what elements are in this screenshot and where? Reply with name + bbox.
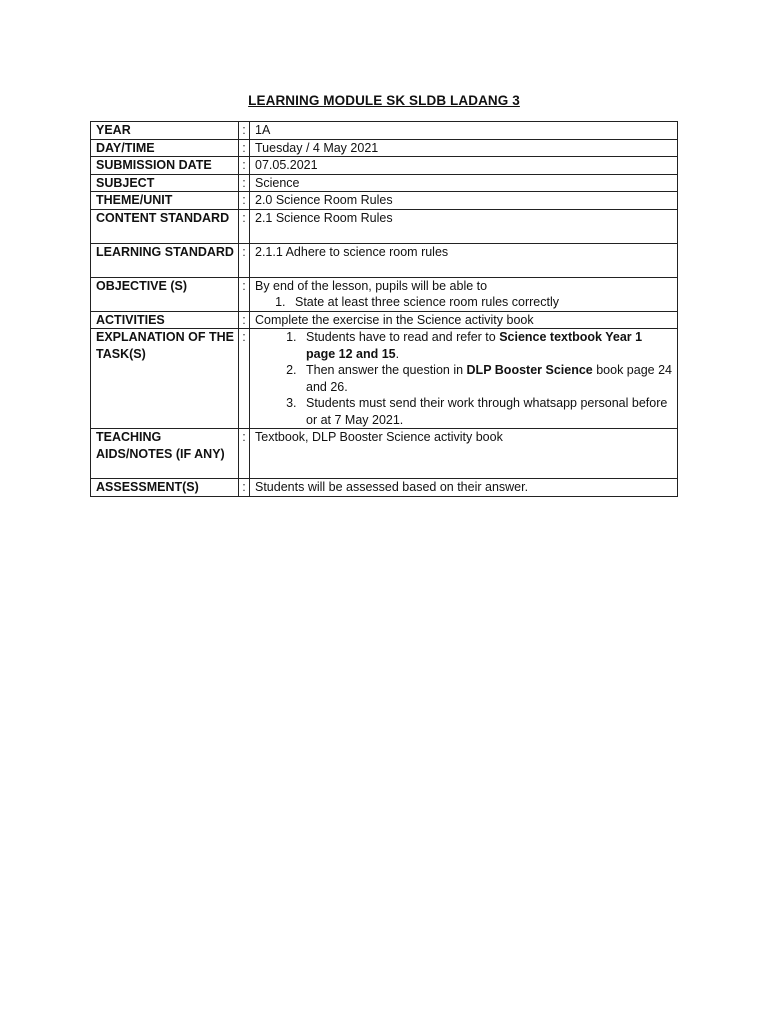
- colon-separator: :: [239, 139, 250, 157]
- table-row-subject: [91, 174, 678, 192]
- colon-separator: :: [239, 479, 250, 497]
- colon-separator: :: [239, 243, 250, 277]
- table-row-activities: [91, 311, 678, 329]
- subject-label: SUBJECT: [91, 174, 239, 192]
- table-row-day-time: [91, 139, 678, 157]
- objective-list: [255, 294, 673, 311]
- colon-separator: :: [239, 174, 250, 192]
- table-row-content-standard: [91, 209, 678, 243]
- teaching-aids-value: Textbook, DLP Booster Science activity book: [250, 429, 678, 479]
- activities-label: ACTIVITIES: [91, 311, 239, 329]
- content-standard-label: CONTENT STANDARD: [91, 209, 239, 243]
- day-time-label: DAY/TIME: [91, 139, 239, 157]
- list-item: [300, 362, 673, 395]
- table-row-explanation: [91, 329, 678, 429]
- colon-separator: :: [239, 429, 250, 479]
- explanation-value: [250, 329, 678, 429]
- year-label: YEAR: [91, 122, 239, 140]
- item-text: book page 24 and 26.: [306, 363, 672, 394]
- submission-date-value: 07.05.2021: [250, 157, 678, 175]
- page-title: LEARNING MODULE SK SLDB LADANG 3: [248, 93, 520, 108]
- item-text: Then answer the question in: [306, 363, 467, 377]
- learning-standard-value: 2.1.1 Adhere to science room rules: [250, 243, 678, 277]
- table-row-year: [91, 122, 678, 140]
- list-item: [300, 329, 673, 362]
- colon-separator: :: [239, 311, 250, 329]
- objective-value: [250, 277, 678, 311]
- learning-standard-label: LEARNING STANDARD: [91, 243, 239, 277]
- colon-separator: :: [239, 157, 250, 175]
- year-value: 1A: [250, 122, 678, 140]
- table-row-objective: [91, 277, 678, 311]
- colon-separator: :: [239, 122, 250, 140]
- objective-label: OBJECTIVE (S): [91, 277, 239, 311]
- theme-unit-label: THEME/UNIT: [91, 192, 239, 210]
- table-row-teaching-aids: [91, 429, 678, 479]
- colon-separator: :: [239, 329, 250, 429]
- submission-date-label: SUBMISSION DATE: [91, 157, 239, 175]
- table-row-submission-date: [91, 157, 678, 175]
- teaching-aids-label: TEACHING AIDS/NOTES (IF ANY): [91, 429, 239, 479]
- assessment-label: ASSESSMENT(S): [91, 479, 239, 497]
- colon-separator: :: [239, 192, 250, 210]
- subject-value: Science: [250, 174, 678, 192]
- list-item: 3. Students must send their work through whatsapp personal before or at 7 May 2021.: [300, 395, 673, 428]
- item-bold-text: Science textbook Year 1 page 12 and 15: [306, 330, 643, 361]
- assessment-value: Students will be assessed based on their answer.: [250, 479, 678, 497]
- item-text: .: [395, 346, 400, 361]
- activities-value: Complete the exercise in the Science activity book: [250, 311, 678, 329]
- explanation-label: EXPLANATION OF THE TASK(S): [91, 329, 239, 429]
- theme-unit-value: 2.0 Science Room Rules: [250, 192, 678, 210]
- explanation-list: [255, 329, 673, 428]
- colon-separator: :: [239, 277, 250, 311]
- module-info-table: [90, 121, 678, 497]
- table-row-assessment: [91, 479, 678, 497]
- table-row-learning-standard: [91, 243, 678, 277]
- list-item: 1. State at least three science room rules correctly: [289, 294, 673, 311]
- item-bold-text: DLP Booster Science: [466, 363, 593, 377]
- item-text: Students have to read and refer to: [306, 330, 500, 344]
- day-time-value: Tuesday / 4 May 2021: [250, 139, 678, 157]
- table-row-theme-unit: [91, 192, 678, 210]
- colon-separator: :: [239, 209, 250, 243]
- content-standard-value: 2.1 Science Room Rules: [250, 209, 678, 243]
- objective-intro: By end of the lesson, pupils will be able to: [255, 278, 488, 293]
